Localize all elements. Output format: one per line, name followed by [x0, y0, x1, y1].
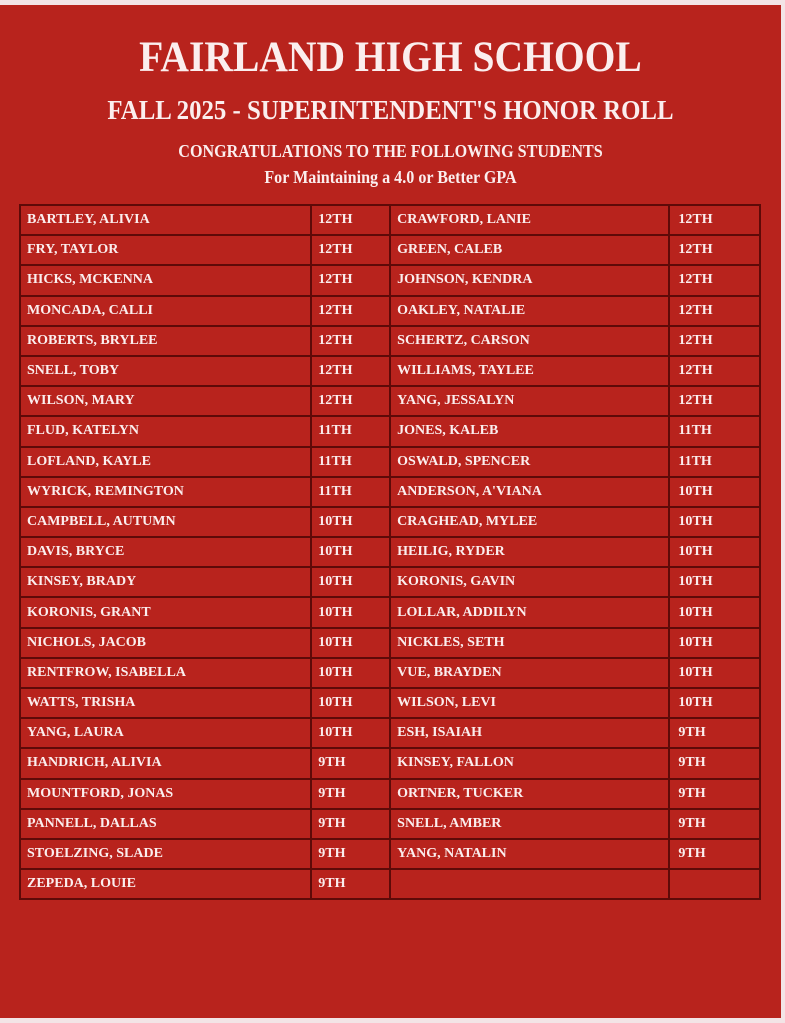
- student-grade: 12TH: [669, 205, 760, 235]
- student-name: CRAGHEAD, MYLEE: [390, 507, 669, 537]
- student-name: GREEN, CALEB: [390, 235, 669, 265]
- student-grade: 11TH: [669, 447, 760, 477]
- student-grade: 12TH: [311, 265, 390, 295]
- student-name: ORTNER, TUCKER: [390, 779, 669, 809]
- student-name: WILSON, MARY: [20, 386, 311, 416]
- student-name: OSWALD, SPENCER: [390, 447, 669, 477]
- student-name: VUE, BRAYDEN: [390, 658, 669, 688]
- student-grade: 12TH: [311, 356, 390, 386]
- student-grade: 11TH: [311, 416, 390, 446]
- student-grade: 11TH: [311, 477, 390, 507]
- student-grade: 12TH: [669, 326, 760, 356]
- student-name: MONCADA, CALLI: [20, 296, 311, 326]
- table-row: [20, 326, 760, 356]
- table-row: [20, 628, 760, 658]
- student-grade: 9TH: [311, 839, 390, 869]
- student-name: HEILIG, RYDER: [390, 537, 669, 567]
- table-row: [20, 507, 760, 537]
- student-name: LOLLAR, ADDILYN: [390, 597, 669, 627]
- gpa-criteria-line: For Maintaining a 4.0 or Better GPA: [264, 167, 517, 187]
- student-name: WILLIAMS, TAYLEE: [390, 356, 669, 386]
- student-grade: 10TH: [311, 718, 390, 748]
- student-grade: 10TH: [311, 628, 390, 658]
- table-row: [20, 809, 760, 839]
- student-grade: 12TH: [669, 356, 760, 386]
- student-name: YANG, JESSALYN: [390, 386, 669, 416]
- student-grade: 10TH: [669, 567, 760, 597]
- student-name: SCHERTZ, CARSON: [390, 326, 669, 356]
- student-grade: 12TH: [669, 235, 760, 265]
- student-grade: 12TH: [669, 265, 760, 295]
- student-name: WILSON, LEVI: [390, 688, 669, 718]
- student-grade: 10TH: [669, 688, 760, 718]
- student-name: ROBERTS, BRYLEE: [20, 326, 311, 356]
- student-name: [390, 869, 669, 899]
- student-name: NICHOLS, JACOB: [20, 628, 311, 658]
- table-row: [20, 597, 760, 627]
- student-grade: [669, 869, 760, 899]
- table-row: [20, 416, 760, 446]
- student-name: STOELZING, SLADE: [20, 839, 311, 869]
- student-grade: 9TH: [311, 809, 390, 839]
- table-row: [20, 265, 760, 295]
- student-grade: 12TH: [669, 386, 760, 416]
- student-name: PANNELL, DALLAS: [20, 809, 311, 839]
- student-name: BARTLEY, ALIVIA: [20, 205, 311, 235]
- student-grade: 10TH: [669, 628, 760, 658]
- student-name: ESH, ISAIAH: [390, 718, 669, 748]
- student-grade: 10TH: [311, 597, 390, 627]
- student-grade: 11TH: [311, 447, 390, 477]
- table-row: [20, 356, 760, 386]
- table-row: [20, 386, 760, 416]
- student-name: CRAWFORD, LANIE: [390, 205, 669, 235]
- table-row: [20, 839, 760, 869]
- student-grade: 12TH: [311, 386, 390, 416]
- student-grade: 9TH: [669, 718, 760, 748]
- student-grade: 11TH: [669, 416, 760, 446]
- student-name: HANDRICH, ALIVIA: [20, 748, 311, 778]
- table-row: [20, 537, 760, 567]
- student-grade: 9TH: [311, 779, 390, 809]
- student-name: NICKLES, SETH: [390, 628, 669, 658]
- student-grade: 12TH: [669, 296, 760, 326]
- honor-roll-table: [19, 204, 761, 900]
- student-name: WATTS, TRISHA: [20, 688, 311, 718]
- student-name: SNELL, TOBY: [20, 356, 311, 386]
- student-grade: 12TH: [311, 326, 390, 356]
- table-row: [20, 296, 760, 326]
- table-row: [20, 688, 760, 718]
- student-grade: 9TH: [669, 839, 760, 869]
- table-row: [20, 658, 760, 688]
- congratulations-line: CONGRATULATIONS TO THE FOLLOWING STUDENTS: [178, 141, 603, 161]
- student-grade: 9TH: [669, 779, 760, 809]
- table-row: [20, 235, 760, 265]
- student-grade: 10TH: [311, 688, 390, 718]
- table-row: [20, 869, 760, 899]
- student-grade: 12TH: [311, 235, 390, 265]
- student-grade: 10TH: [311, 658, 390, 688]
- student-name: KINSEY, BRADY: [20, 567, 311, 597]
- student-grade: 10TH: [669, 537, 760, 567]
- table-row: [20, 205, 760, 235]
- student-name: DAVIS, BRYCE: [20, 537, 311, 567]
- student-grade: 10TH: [311, 537, 390, 567]
- honor-roll-subtitle: FALL 2025 - SUPERINTENDENT'S HONOR ROLL: [107, 95, 674, 125]
- student-name: OAKLEY, NATALIE: [390, 296, 669, 326]
- honor-roll-page: [0, 5, 781, 1018]
- student-name: YANG, LAURA: [20, 718, 311, 748]
- student-grade: 9TH: [669, 748, 760, 778]
- student-name: HICKS, MCKENNA: [20, 265, 311, 295]
- student-name: KORONIS, GAVIN: [390, 567, 669, 597]
- student-name: CAMPBELL, AUTUMN: [20, 507, 311, 537]
- student-name: JOHNSON, KENDRA: [390, 265, 669, 295]
- student-grade: 10TH: [669, 507, 760, 537]
- student-name: SNELL, AMBER: [390, 809, 669, 839]
- student-name: KINSEY, FALLON: [390, 748, 669, 778]
- student-name: YANG, NATALIN: [390, 839, 669, 869]
- student-grade: 10TH: [311, 567, 390, 597]
- table-row: [20, 718, 760, 748]
- student-grade: 10TH: [669, 658, 760, 688]
- student-grade: 10TH: [669, 477, 760, 507]
- student-name: KORONIS, GRANT: [20, 597, 311, 627]
- student-name: ANDERSON, A'VIANA: [390, 477, 669, 507]
- student-name: RENTFROW, ISABELLA: [20, 658, 311, 688]
- student-grade: 12TH: [311, 205, 390, 235]
- student-grade: 10TH: [669, 597, 760, 627]
- student-grade: 9TH: [669, 809, 760, 839]
- student-grade: 12TH: [311, 296, 390, 326]
- student-name: FRY, TAYLOR: [20, 235, 311, 265]
- table-row: [20, 779, 760, 809]
- table-row: [20, 447, 760, 477]
- table-row: [20, 748, 760, 778]
- student-name: WYRICK, REMINGTON: [20, 477, 311, 507]
- student-name: JONES, KALEB: [390, 416, 669, 446]
- student-name: LOFLAND, KAYLE: [20, 447, 311, 477]
- student-name: ZEPEDA, LOUIE: [20, 869, 311, 899]
- school-title: FAIRLAND HIGH SCHOOL: [139, 34, 642, 81]
- table-row: [20, 567, 760, 597]
- table-row: [20, 477, 760, 507]
- student-grade: 10TH: [311, 507, 390, 537]
- student-grade: 9TH: [311, 748, 390, 778]
- student-grade: 9TH: [311, 869, 390, 899]
- student-name: MOUNTFORD, JONAS: [20, 779, 311, 809]
- student-name: FLUD, KATELYN: [20, 416, 311, 446]
